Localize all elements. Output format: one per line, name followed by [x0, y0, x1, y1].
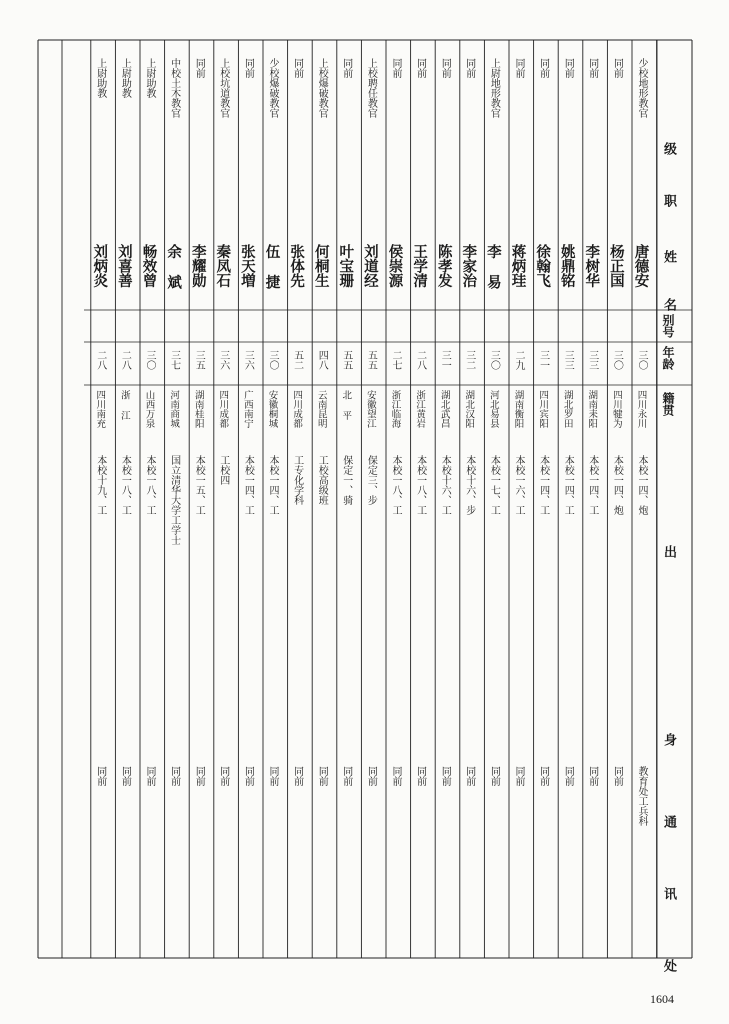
position-cell: 上尉地形教官	[488, 58, 500, 118]
name-cell: 徐翰飞	[534, 244, 551, 288]
native-place-cell: 北 平	[340, 390, 352, 420]
name-cell: 姚鼎铭	[558, 244, 575, 288]
name-cell: 畅效曾	[140, 244, 157, 288]
age-cell: 三三	[562, 350, 574, 370]
age-cell: 三〇	[611, 350, 623, 370]
header-position: 级 职	[661, 142, 676, 219]
native-place-cell: 河北易县	[487, 390, 499, 428]
header-alias: 别号	[661, 314, 675, 338]
age-cell: 二八	[94, 350, 106, 370]
age-cell: 二八	[414, 350, 426, 370]
native-place-cell: 四川犍为	[610, 390, 622, 428]
age-cell: 四八	[316, 350, 328, 370]
position-cell: 同前	[390, 58, 401, 78]
name-cell: 唐德安	[632, 244, 649, 288]
position-cell: 同前	[340, 58, 352, 78]
contact-cell: 同前	[513, 766, 524, 786]
position-cell: 同前	[414, 58, 426, 78]
age-cell: 三五	[193, 350, 205, 370]
native-place-cell: 四川成都	[217, 390, 229, 428]
name-cell: 余 斌	[165, 244, 182, 289]
name-cell: 李家治	[460, 244, 477, 288]
position-cell: 上尉助教	[94, 58, 106, 98]
name-cell: 秦凤石	[214, 244, 231, 288]
position-cell: 上尉助教	[144, 58, 155, 98]
position-cell: 同前	[562, 58, 574, 78]
origin-cell: 保定一、骑	[340, 455, 352, 505]
name-cell: 李树华	[583, 244, 600, 288]
native-place-cell: 浙 江	[118, 390, 130, 420]
contact-cell: 同前	[316, 766, 328, 786]
contact-cell: 同前	[168, 766, 180, 786]
header-native-place: 籍贯	[661, 392, 675, 416]
origin-cell: 国立清华大学工学士	[168, 455, 180, 545]
contact-cell: 同前	[463, 766, 475, 786]
age-cell: 三三	[586, 350, 598, 370]
origin-cell: 本校一八、工	[119, 455, 131, 515]
native-place-cell: 浙江黄岩	[414, 390, 426, 428]
origin-cell: 本校一六、工	[513, 455, 524, 515]
name-cell: 侯崇源	[386, 244, 403, 288]
origin-cell: 本校一四、工	[537, 455, 549, 515]
position-cell: 上尉助教	[119, 58, 131, 98]
origin-cell: 本校一七、工	[488, 455, 500, 515]
origin-cell: 本校一四、工	[562, 455, 574, 515]
origin-cell: 工校四	[217, 455, 229, 485]
age-cell: 三〇	[636, 350, 647, 370]
contact-cell: 同前	[267, 766, 278, 786]
age-cell: 三〇	[267, 350, 278, 370]
native-place-cell: 安徽桐城	[266, 390, 278, 428]
position-cell: 同前	[439, 58, 451, 78]
age-cell: 三〇	[144, 350, 155, 370]
name-cell: 伍 捷	[263, 244, 280, 289]
origin-cell: 本校十九、工	[94, 455, 106, 515]
position-cell: 同前	[463, 58, 475, 78]
age-cell: 二八	[119, 350, 131, 370]
native-place-cell: 广西南宁	[241, 390, 253, 428]
header-age: 年龄	[661, 346, 675, 370]
native-place-cell: 云南昆明	[315, 390, 327, 428]
contact-cell: 同前	[340, 766, 352, 786]
position-cell: 同前	[193, 58, 205, 78]
native-place-cell: 浙江临海	[389, 390, 401, 428]
position-cell: 中校土木教官	[168, 58, 180, 118]
age-cell: 二九	[513, 350, 524, 370]
age-cell: 三六	[217, 350, 229, 370]
position-cell: 上校坑道教官	[217, 58, 229, 118]
contact-cell: 同前	[414, 766, 426, 786]
origin-cell: 保定三、步	[365, 455, 377, 505]
position-cell: 少校爆破教官	[267, 58, 278, 118]
name-cell: 陈孝发	[435, 244, 452, 288]
age-cell: 三〇	[488, 350, 500, 370]
origin-cell: 本校一八、工	[414, 455, 426, 515]
name-cell: 李耀勋	[189, 244, 206, 288]
origin-cell: 工校高级班	[316, 455, 328, 505]
contact-cell: 同前	[193, 766, 205, 786]
native-place-cell: 安徽望江	[364, 390, 376, 428]
position-cell: 上校聘任教官	[365, 58, 377, 118]
age-cell: 五五	[365, 350, 377, 370]
header-contact: 通 讯 处	[661, 815, 676, 994]
contact-cell: 同前	[291, 766, 303, 786]
name-cell: 张天増	[238, 244, 255, 288]
age-cell: 三六	[242, 350, 254, 370]
position-cell: 上校爆破教官	[316, 58, 328, 118]
header-origin: 出 身	[661, 545, 676, 826]
name-cell: 杨正国	[607, 244, 624, 288]
name-cell: 何桐生	[312, 244, 329, 288]
contact-cell: 教育处工兵科	[636, 766, 647, 826]
name-cell: 王学清	[411, 244, 428, 288]
contact-cell: 同前	[488, 766, 500, 786]
contact-cell: 同前	[586, 766, 598, 786]
native-place-cell: 湖南桂阳	[192, 390, 204, 428]
position-cell: 同前	[611, 58, 623, 78]
contact-cell: 同前	[562, 766, 574, 786]
native-place-cell: 四川宾阳	[537, 390, 549, 428]
name-cell: 叶宝珊	[337, 244, 354, 288]
name-cell: 刘炳炎	[91, 244, 108, 288]
position-cell: 少校地形教官	[636, 58, 647, 118]
position-cell: 同前	[242, 58, 254, 78]
contact-cell: 同前	[119, 766, 131, 786]
contact-cell: 同前	[611, 766, 623, 786]
age-cell: 三二	[463, 350, 475, 370]
origin-cell: 工专化学科	[291, 455, 303, 505]
position-cell: 同前	[537, 58, 549, 78]
native-place-cell: 湖北罗田	[561, 390, 573, 428]
name-cell: 刘喜善	[115, 244, 132, 288]
origin-cell: 本校一四、工	[586, 455, 598, 515]
contact-cell: 同前	[390, 766, 401, 786]
name-cell: 蒋炳珪	[509, 244, 526, 288]
position-cell: 同前	[291, 58, 303, 78]
native-place-cell: 湖南耒阳	[586, 390, 598, 428]
origin-cell: 本校一八、工	[144, 455, 155, 515]
contact-cell: 同前	[144, 766, 155, 786]
native-place-cell: 四川成都	[291, 390, 303, 428]
age-cell: 三一	[439, 350, 451, 370]
contact-cell: 同前	[537, 766, 549, 786]
age-cell: 三七	[168, 350, 180, 370]
header-name: 姓 名	[661, 250, 676, 321]
native-place-cell: 四川南充	[94, 390, 106, 428]
origin-cell: 本校一五、工	[193, 455, 205, 515]
name-cell: 张体先	[288, 244, 305, 288]
contact-cell: 同前	[94, 766, 106, 786]
page-number: 1604	[650, 992, 674, 1006]
position-cell: 同前	[586, 58, 598, 78]
native-place-cell: 河南商城	[168, 390, 180, 428]
contact-cell: 同前	[217, 766, 229, 786]
origin-cell: 本校一四、工	[242, 455, 254, 515]
native-place-cell: 四川永川	[635, 390, 647, 428]
contact-cell: 同前	[439, 766, 451, 786]
age-cell: 二七	[390, 350, 401, 370]
name-cell: 刘道经	[361, 244, 378, 288]
origin-cell: 本校十六、工	[439, 455, 451, 515]
origin-cell: 本校十六、步	[463, 455, 475, 515]
origin-cell: 本校一四、炮	[611, 455, 623, 515]
native-place-cell: 湖南衡阳	[512, 390, 524, 428]
origin-cell: 本校一四、炮	[636, 455, 647, 515]
age-cell: 五二	[291, 350, 303, 370]
origin-cell: 本校一四、工	[267, 455, 278, 515]
age-cell: 五五	[340, 350, 352, 370]
position-cell: 同前	[513, 58, 524, 78]
name-cell: 李 易	[484, 244, 501, 289]
contact-cell: 同前	[365, 766, 377, 786]
native-place-cell: 湖北武昌	[438, 390, 450, 428]
native-place-cell: 湖北汉阳	[463, 390, 475, 428]
age-cell: 三一	[537, 350, 549, 370]
origin-cell: 本校一八、工	[390, 455, 401, 515]
contact-cell: 同前	[242, 766, 254, 786]
native-place-cell: 山西万泉	[143, 390, 155, 428]
